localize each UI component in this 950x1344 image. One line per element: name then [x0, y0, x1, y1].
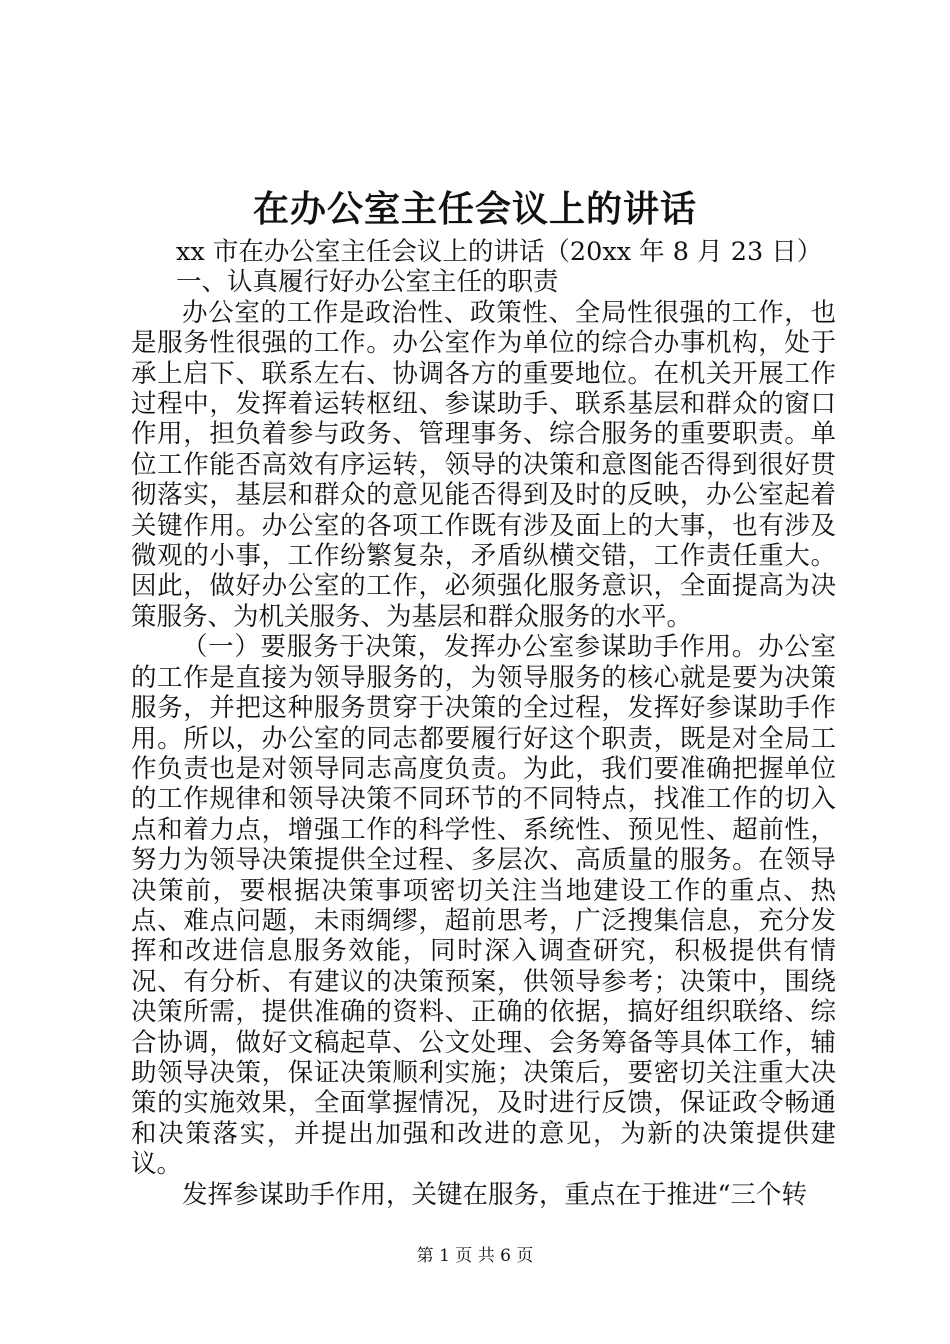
- document-subtitle: xx 市在办公室主任会议上的讲话（20xx 年 8 月 23 日）: [176, 237, 823, 267]
- document-title: 在办公室主任会议上的讲话: [252, 188, 697, 230]
- body-paragraph: （一）要服务于决策，发挥办公室参谋助手作用。办公室的工作是直接为领导服务的，为领导服务的核心就是要为决策服务，并把这种服务贯穿于决策的全过程，发挥好参谋助手作用。所以，办公室的同志都要履行好这个职责，既是对全局工作负责也是对领导同志高度负责。为此，我们要准确把握单位的工作规律和领导决策不同环节的不同特点，找准工作的切入点和着力点，增强工作的科学性、系统性、预见性、超前性，努力为领导决策提供全过程、多层次、高质量的服务。在领导决策前，要根据决策事项密切关注当地建设工作的重点、热点、难点问题，未雨绸缪，超前思考，广泛搜集信息，充分发挥和改进信息服务效能，同时深入调查研究，积极提供有情况、有分析、有建议的决策预案，供领导参考；决策中，围绕决策所需，提供准确的资料、正确的依据，搞好组织联络、综合协调，做好文稿起草、公文处理、会务筹备等具体工作，辅助领导决策，保证决策顺利实施；决策后，要密切关注重大决策的实施效果，全面掌握情况，及时进行反馈，保证政令畅通和决策落实，并提出加强和改进的意见，为新的决策提供建议。: [131, 632, 836, 1180]
- document-body: [131, 237, 836, 1210]
- body-paragraph: 发挥参谋助手作用，关键在服务，重点在于推进“三个转: [182, 1179, 808, 1210]
- section-heading: 一、认真履行好办公室主任的职责: [176, 267, 559, 298]
- page-footer: 第 1 页 共 6 页: [416, 1246, 534, 1266]
- body-paragraph: 办公室的工作是政治性、政策性、全局性很强的工作，也是服务性很强的工作。办公室作为单位的综合办事机构，处于承上启下、联系左右、协调各方的重要地位。在机关开展工作过程中，发挥着运转枢纽、参谋助手、联系基层和群众的窗口作用，担负着参与政务、管理事务、综合服务的重要职责。单位工作能否高效有序运转，领导的决策和意图能否得到很好贯彻落实，基层和群众的意见能否得到及时的反映，办公室起着关键作用。办公室的各项工作既有涉及面上的大事，也有涉及微观的小事，工作纷繁复杂，矛盾纵横交错，工作责任重大。因此，做好办公室的工作，必须强化服务意识，全面提高为决策服务、为机关服务、为基层和群众服务的水平。: [131, 297, 836, 632]
